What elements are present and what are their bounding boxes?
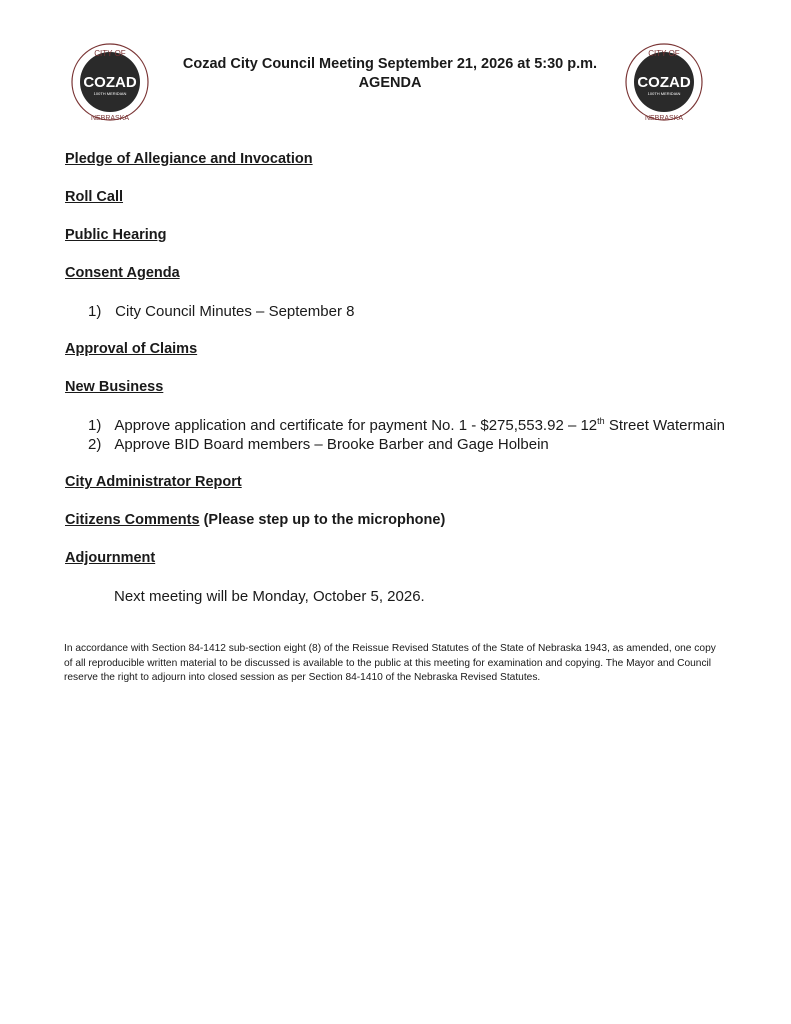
section-roll-call: Roll Call [65, 189, 124, 205]
meeting-title: Cozad City Council Meeting September 21, 2026 at 5:30 p.m. [182, 56, 598, 72]
item-number: 1) [88, 303, 102, 320]
cozad-seal-icon [622, 40, 706, 124]
city-logo-left [68, 40, 152, 124]
item-text: Approve application and certificate for payment No. 1 - $275,553.92 – 12 [114, 417, 598, 434]
logo-subtitle-text: 100TH MERIDIAN [93, 91, 127, 96]
item-number: 1) [88, 417, 102, 434]
section-public-hearing: Public Hearing [65, 227, 167, 243]
cozad-seal-icon [68, 40, 152, 124]
next-meeting-text: Next meeting will be Monday, October 5, 2026. [114, 588, 425, 605]
logo-state-text: NEBRASKA [644, 115, 684, 122]
section-approval-claims: Approval of Claims [65, 341, 198, 357]
agenda-label: AGENDA [358, 75, 422, 91]
section-new-business: New Business [65, 379, 164, 395]
item-text: City Council Minutes – September 8 [115, 303, 355, 320]
section-citizens-comments [65, 512, 445, 528]
new-business-item [88, 417, 725, 434]
section-adjournment: Adjournment [65, 550, 156, 566]
agenda-header [160, 55, 620, 93]
item-text-end: Street Watermain [604, 417, 725, 434]
new-business-item [88, 436, 549, 453]
logo-subtitle-text: 100TH MERIDIAN [647, 91, 681, 96]
logo-state-text: NEBRASKA [90, 115, 130, 122]
legal-notice: In accordance with Section 84-1412 sub-section eight (8) of the Reissue Revised Statutes of the State of Nebraska 1943, as amended, one copy of all reproducible written material to be discussed is available to the public at this meeting for examination and copying. The Mayor and Council reserve the right to adjourn into closed session as per Section 84-1410 of the Nebraska Revised Statutes. [64, 643, 716, 683]
logo-name-text: COZAD [83, 74, 137, 91]
citizens-comments-heading: Citizens Comments [65, 512, 200, 528]
consent-item [88, 303, 354, 320]
section-pledge: Pledge of Allegiance and Invocation [65, 151, 313, 167]
logo-city-of-text: CITY OF [648, 49, 680, 58]
city-logo-right [622, 40, 706, 124]
section-admin-report: City Administrator Report [65, 474, 242, 490]
item-text: Approve BID Board members – Brooke Barber and Gage Holbein [114, 436, 549, 453]
logo-name-text: COZAD [637, 74, 691, 91]
section-consent-agenda: Consent Agenda [65, 265, 180, 281]
citizens-comments-note: (Please step up to the microphone) [199, 512, 446, 528]
item-superscript: th [597, 416, 605, 426]
item-number: 2) [88, 436, 102, 453]
logo-city-of-text: CITY OF [94, 49, 126, 58]
